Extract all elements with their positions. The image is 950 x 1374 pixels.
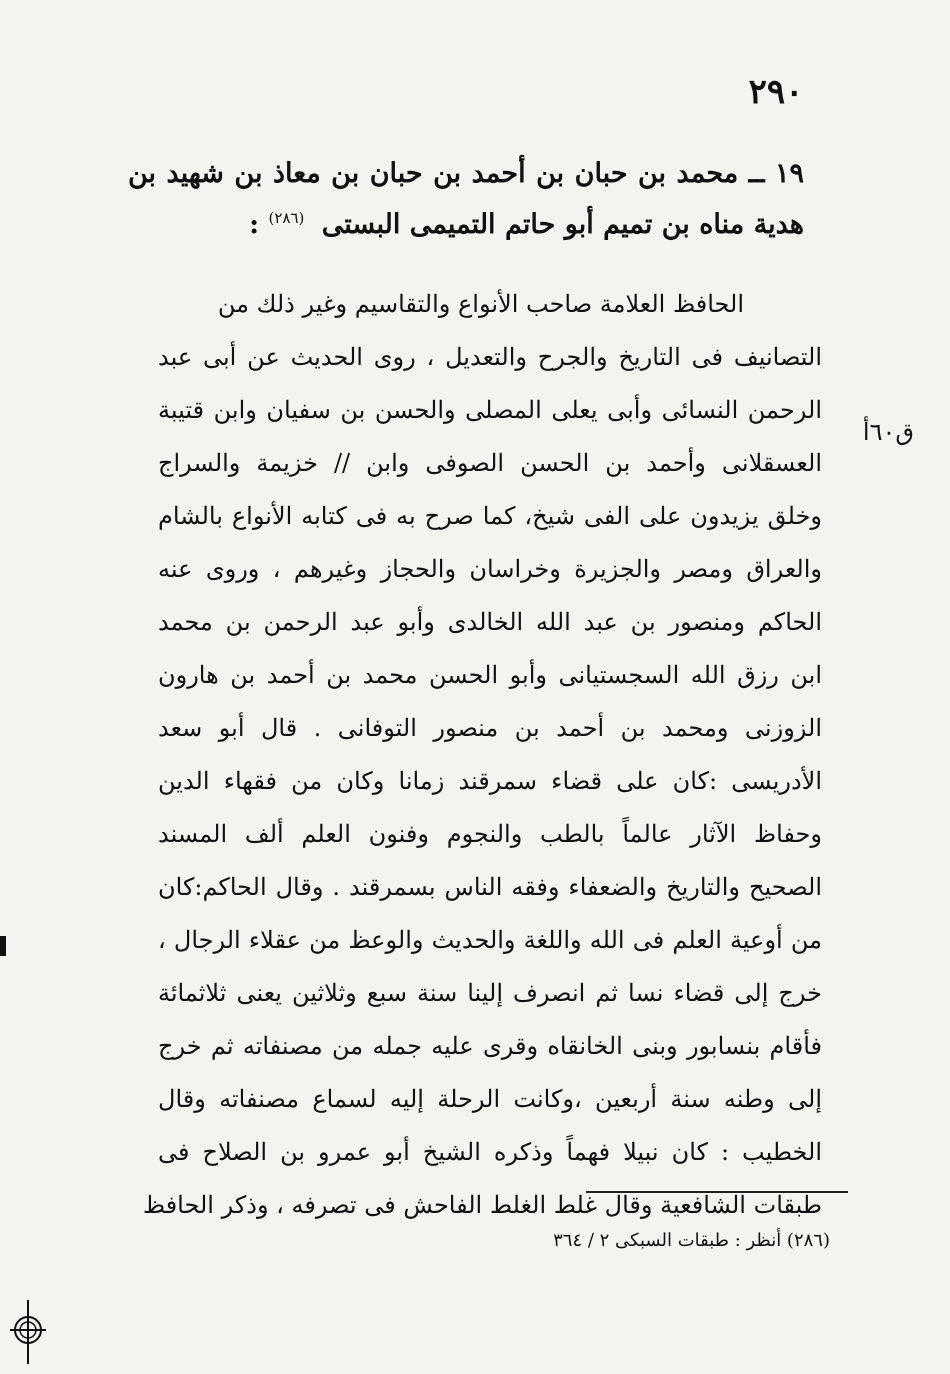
heading-end-mark: :: [249, 209, 260, 240]
body-line: التصانيف فى التاريخ والجرح والتعديل ، روى الحديث عن أبى عبد: [158, 343, 822, 371]
body-line: وخلق يزيدون على الفى شيخ، كما صرح به فى كتابه الأنواع بالشام: [158, 502, 822, 530]
body-line: طبقات الشافعية وقال غلط الغلط الفاحش فى تصرفه ، وذكر الحافظ: [142, 1191, 822, 1219]
body-line: الخطيب : كان نبيلا فهماً وذكره الشيخ أبو عمرو بن الصلاح فى: [158, 1138, 822, 1166]
body-line: الحاكم ومنصور بن عبد الله الخالدى وأبو عبد الرحمن بن محمد: [158, 608, 822, 636]
body-line: من أوعية العلم فى الله واللغة والحديث والوعظ من عقلاء الرجال ،: [158, 926, 822, 954]
body-line: ابن رزق الله السجستيانى وأبو الحسن محمد بن أحمد بن هارون: [158, 661, 822, 689]
scan-edge-mark: [0, 936, 6, 956]
body-text: [142, 278, 823, 1232]
body-line: خرج إلى قضاء نسا ثم انصرف إلينا سنة سبع وثلاثين يعنى ثلاثمائة: [158, 979, 822, 1007]
body-line: إلى وطنه سنة أربعين ،وكانت الرحلة إليه لسماع مصنفاته وقال: [158, 1085, 822, 1113]
body-line: الأدريسى :كان على قضاء سمرقند زمانا وكان من فقهاء الدين: [158, 767, 823, 795]
registration-crosshair-icon: [10, 1300, 46, 1368]
footnote-divider: [586, 1191, 848, 1193]
body-line: والعراق ومصر والجزيرة وخراسان والحجاز وغيرهم ، وروى عنه: [158, 555, 822, 583]
heading-text: ١٩ ــ محمد بن حبان بن أحمد بن حبان بن معاذ بن شهيد بن هدية مناه بن تميم أبو حاتم التميمى البستى: [128, 158, 804, 240]
body-line: الرحمن النسائى وأبى يعلى المصلى والحسن بن سفيان وابن قتيبة: [158, 396, 822, 424]
body-line: الحافظ العلامة صاحب الأنواع والتقاسيم وغير ذلك من: [217, 290, 744, 318]
footnote-reference: (٢٨٦): [268, 209, 305, 227]
manuscript-folio-note: ق٦٠أ: [862, 418, 914, 446]
entry-heading: [128, 152, 804, 247]
footnote: (٢٨٦) أنظر : طبقات السبكى ٢ / ٣٦٤: [553, 1230, 830, 1251]
body-line: العسقلانى وأحمد بن الحسن الصوفى وابن // خزيمة والسراج: [158, 449, 822, 477]
body-line: الزوزنى ومحمد بن أحمد بن منصور التوفانى . قال أبو سعد: [158, 714, 822, 742]
body-line: وحفاظ الآثار عالماً بالطب والنجوم وفنون العلم ألف المسند: [158, 820, 822, 848]
body-line: الصحيح والتاريخ والضعفاء وفقه الناس بسمرقند . وقال الحاكم:كان: [158, 873, 822, 901]
body-line: فأقام بنسابور وبنى الخانقاه وقرى عليه جمله من مصنفاته ثم خرج: [158, 1032, 822, 1060]
page-number: ٢٩٠: [748, 72, 804, 112]
